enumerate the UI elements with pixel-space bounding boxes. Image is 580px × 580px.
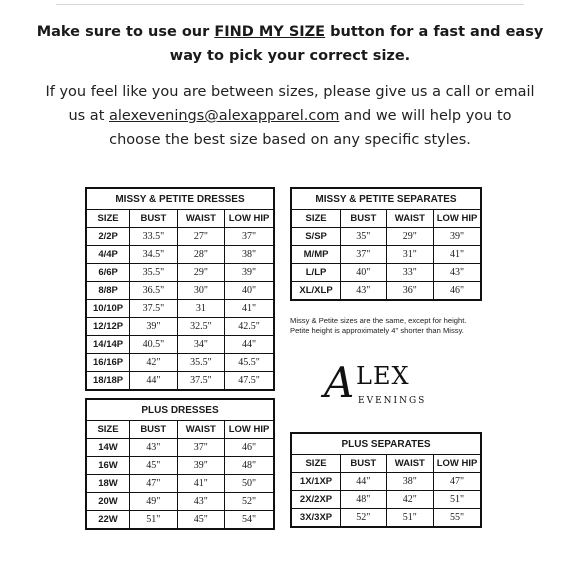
size-cell: 12/12P [86,318,130,336]
para-line-1: If you feel like you are between sizes, please give us a call or email [45,84,535,100]
table-row [291,509,481,528]
size-cell: 14W [86,439,130,457]
measurement-cell: 52" [341,509,387,528]
size-cell: 4/4P [86,246,130,264]
measurement-cell: 28" [177,246,225,264]
table-row [86,372,274,391]
headline-line-1 [0,20,580,44]
measurement-cell: 43" [434,264,481,282]
measurement-cell: 35.5" [177,354,225,372]
note-line-1: Missy & Petite sizes are the same, except for height. [290,316,467,325]
size-cell: 3X/3XP [291,509,341,528]
measurement-cell: 35.5" [130,264,177,282]
table-header-row [291,455,481,473]
measurement-cell: 35" [341,228,386,246]
table-row [291,264,481,282]
table-row [86,354,274,372]
missy-petite-dresses-table [85,187,275,391]
logo-word: LEX [356,362,410,390]
measurement-cell: 51" [130,511,178,530]
measurement-cell: 40" [341,264,386,282]
email-link[interactable]: alexevenings@alexapparel.com [109,108,340,124]
measurement-cell: 39" [434,228,481,246]
measurement-cell: 43" [341,282,386,301]
plus-separates-table [290,432,482,528]
measurement-cell: 49" [130,493,178,511]
table-row [86,300,274,318]
measurement-cell: 42.5" [225,318,274,336]
measurement-cell: 44" [225,336,274,354]
measurement-cell: 47.5" [225,372,274,391]
measurement-cell: 31 [177,300,225,318]
size-cell: 16/16P [86,354,130,372]
top-divider [56,4,524,5]
measurement-cell: 31" [386,246,434,264]
para-line-3: choose the best size based on any specific styles. [109,132,471,148]
measurement-cell: 42" [386,491,434,509]
column-header: BUST [341,455,387,473]
table-title-row [291,188,481,210]
size-cell: 1X/1XP [291,473,341,491]
table-title-row [291,433,481,455]
size-cell: 2/2P [86,228,130,246]
column-header: WAIST [177,421,225,439]
measurement-cell: 48" [341,491,387,509]
measurement-cell: 38" [225,246,274,264]
measurement-cell: 41" [434,246,481,264]
headline-text: Make sure to use our [36,24,215,40]
measurement-cell: 32.5" [177,318,225,336]
column-header: SIZE [86,421,130,439]
measurement-cell: 47" [130,475,178,493]
measurement-cell: 37" [177,439,225,457]
headline [0,20,580,68]
column-header: SIZE [291,455,341,473]
measurement-cell: 44" [130,372,177,391]
measurement-cell: 42" [130,354,177,372]
measurement-cell: 38" [386,473,434,491]
column-header: SIZE [291,210,341,228]
size-cell: 20W [86,493,130,511]
column-header: WAIST [177,210,225,228]
table-row [86,264,274,282]
size-cell: S/SP [291,228,341,246]
size-cell: XL/XLP [291,282,341,301]
plus-dresses-table [85,398,275,530]
table-header-row [86,210,274,228]
table-row [86,336,274,354]
table-title-row [86,399,274,421]
table-row [291,473,481,491]
table-title: PLUS DRESSES [86,399,274,421]
column-header: WAIST [386,210,434,228]
para-text: and we will help you to [339,108,512,124]
column-header: BUST [130,210,177,228]
measurement-cell: 29" [386,228,434,246]
size-cell: 10/10P [86,300,130,318]
measurement-cell: 37.5" [130,300,177,318]
measurement-cell: 43" [130,439,178,457]
column-header: LOW HIP [225,421,274,439]
petite-note [290,316,490,336]
measurement-cell: 40" [225,282,274,300]
help-paragraph [0,80,580,152]
measurement-cell: 51" [386,509,434,528]
measurement-cell: 55" [434,509,481,528]
size-cell: 6/6P [86,264,130,282]
column-header: BUST [341,210,386,228]
column-header: LOW HIP [434,455,481,473]
measurement-cell: 47" [434,473,481,491]
logo-letter: A [324,358,356,407]
table-title: PLUS SEPARATES [291,433,481,455]
measurement-cell: 39" [177,457,225,475]
size-cell: 22W [86,511,130,530]
column-header: SIZE [86,210,130,228]
measurement-cell: 36" [386,282,434,301]
missy-petite-separates-table [290,187,482,301]
table-row [86,282,274,300]
measurement-cell: 51" [434,491,481,509]
measurement-cell: 41" [177,475,225,493]
table-row [86,511,274,530]
measurement-cell: 36.5" [130,282,177,300]
measurement-cell: 45" [130,457,178,475]
column-header: LOW HIP [225,210,274,228]
size-cell: 8/8P [86,282,130,300]
measurement-cell: 48" [225,457,274,475]
table-title: MISSY & PETITE SEPARATES [291,188,481,210]
table-row [86,457,274,475]
measurement-cell: 54" [225,511,274,530]
size-cell: M/MP [291,246,341,264]
logo-subtitle: EVENINGS [358,396,427,406]
find-my-size-link[interactable]: FIND MY SIZE [214,24,326,40]
table-title-row [86,188,274,210]
alex-evenings-logo [322,358,462,412]
measurement-cell: 37" [225,228,274,246]
measurement-cell: 52" [225,493,274,511]
measurement-cell: 43" [177,493,225,511]
table-title: MISSY & PETITE DRESSES [86,188,274,210]
headline-line-2: way to pick your correct size. [169,48,411,64]
measurement-cell: 50" [225,475,274,493]
measurement-cell: 41" [225,300,274,318]
column-header: BUST [130,421,178,439]
table-row [86,475,274,493]
measurement-cell: 30" [177,282,225,300]
measurement-cell: 39" [130,318,177,336]
measurement-cell: 27" [177,228,225,246]
size-cell: 16W [86,457,130,475]
measurement-cell: 33.5" [130,228,177,246]
measurement-cell: 37.5" [177,372,225,391]
measurement-cell: 39" [225,264,274,282]
size-cell: 18W [86,475,130,493]
measurement-cell: 33" [386,264,434,282]
column-header: LOW HIP [434,210,481,228]
measurement-cell: 34.5" [130,246,177,264]
headline-text: button for a fast and easy [325,24,544,40]
note-line-2: Petite height is approximately 4" shorter than Missy. [290,326,464,335]
measurement-cell: 37" [341,246,386,264]
measurement-cell: 44" [341,473,387,491]
measurement-cell: 46" [225,439,274,457]
column-header: WAIST [386,455,434,473]
table-row [291,228,481,246]
table-header-row [291,210,481,228]
measurement-cell: 45.5" [225,354,274,372]
measurement-cell: 45" [177,511,225,530]
para-line-2 [0,104,580,128]
measurement-cell: 40.5" [130,336,177,354]
measurement-cell: 34" [177,336,225,354]
table-row [291,282,481,301]
measurement-cell: 29" [177,264,225,282]
table-row [86,246,274,264]
table-row [86,439,274,457]
measurement-cell: 46" [434,282,481,301]
size-cell: 14/14P [86,336,130,354]
table-row [86,318,274,336]
para-text: us at [68,108,109,124]
table-row [291,246,481,264]
table-header-row [86,421,274,439]
table-row [86,228,274,246]
size-cell: L/LP [291,264,341,282]
size-cell: 18/18P [86,372,130,391]
table-row [291,491,481,509]
size-cell: 2X/2XP [291,491,341,509]
table-row [86,493,274,511]
